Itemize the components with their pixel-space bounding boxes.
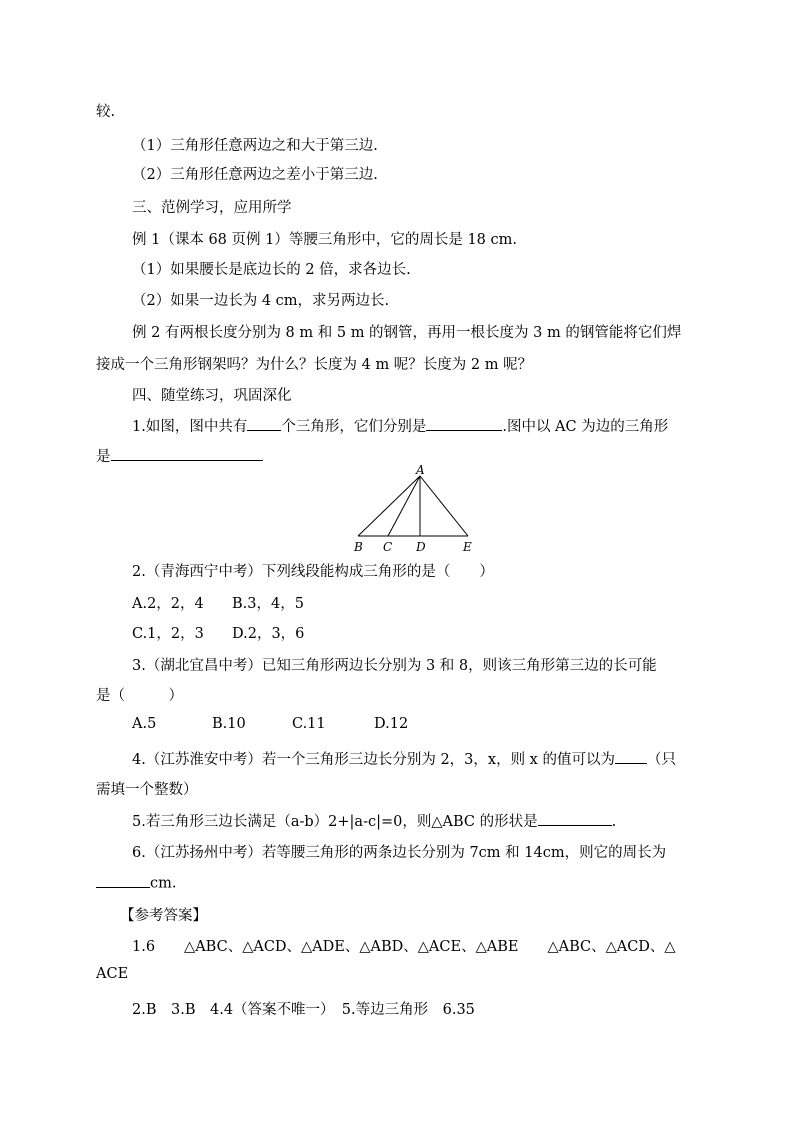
choices-row — [132, 592, 304, 613]
choice-d[interactable]: D.2，3，6 — [232, 626, 305, 642]
example-2: 例 2 有两根长度分别为 8 m 和 5 m 的钢管，再用一根长度为 3 m 的钢管能将它们焊 — [132, 325, 682, 341]
answer-blank[interactable] — [615, 749, 647, 765]
question-text: 4.（江苏淮安中考）若一个三角形三边长分别为 2，3，x，则 x 的值可以为 — [132, 752, 615, 768]
label-B: B — [354, 540, 363, 554]
answers-heading: 【参考答案】 — [120, 908, 207, 924]
answers-rest: 2.B 3.B 4.4（答案不唯一） 5.等边三角形 6.35 — [132, 1002, 475, 1018]
question-text: cm. — [150, 875, 177, 892]
label-E: E — [463, 540, 472, 554]
choices-row — [132, 716, 408, 732]
question-text: （只 — [646, 752, 676, 768]
choice-a[interactable]: A.5 — [132, 716, 157, 732]
question-text: . — [611, 814, 617, 830]
choice-b[interactable]: B.3，4，5 — [232, 596, 304, 612]
answer-1-cont: ACE — [96, 966, 129, 982]
question-text: 是 — [96, 449, 111, 465]
question-4-cont: 需填一个整数） — [96, 782, 198, 798]
answer-1: 1.6 △ABC、△ACD、△ADE、△ABD、△ACE、△ABE △ABC、△ACD、△ — [132, 939, 676, 955]
segment-AC — [388, 476, 420, 536]
question-text: 1.如图，图中共有 — [132, 419, 248, 435]
label-C: C — [383, 540, 393, 554]
question-5 — [132, 810, 616, 831]
text-line: （1）三角形任意两边之和大于第三边. — [132, 138, 378, 154]
answer-blank[interactable] — [111, 446, 263, 462]
question-1 — [132, 415, 668, 436]
text-line: （1）如果腰长是底边长的 2 倍，求各边长. — [132, 262, 411, 278]
text-line: （2）三角形任意两边之差小于第三边. — [132, 167, 378, 183]
choice-a[interactable]: A.2，2，4 — [132, 596, 204, 612]
question-text: 个三角形，它们分别是 — [281, 419, 427, 435]
question-2: 2.（青海西宁中考）下列线段能构成三角形的是（ ） — [132, 564, 494, 580]
question-text: 5.若三角形三边长满足（a-b）2+|a-c|=0，则△ABC 的形状是 — [132, 814, 538, 830]
choices-row — [132, 622, 304, 643]
answer-blank[interactable] — [247, 416, 281, 432]
section-heading: 三、范例学习，应用所学 — [132, 200, 292, 216]
label-A: A — [416, 464, 425, 477]
text-line: 较. — [96, 104, 116, 120]
answer-blank[interactable] — [96, 872, 150, 888]
label-D: D — [416, 540, 426, 554]
choice-b[interactable]: B.10 — [212, 716, 246, 732]
segment-AE — [420, 476, 468, 536]
question-text: .图中以 AC 为边的三角形 — [502, 419, 669, 435]
answer-blank[interactable] — [426, 416, 502, 432]
text-line: （2）如果一边长为 4 cm，求另两边长. — [132, 293, 390, 309]
section-heading: 四、随堂练习，巩固深化 — [132, 388, 292, 404]
choice-c[interactable]: C.1，2，3 — [132, 626, 204, 642]
question-6-cont — [96, 872, 176, 892]
triangle-figure — [350, 464, 480, 556]
example-1: 例 1（课本 68 页例 1）等腰三角形中，它的周长是 18 cm. — [132, 232, 517, 248]
question-6: 6.（江苏扬州中考）若等腰三角形的两条边长分别为 7cm 和 14cm，则它的周长为 — [132, 845, 667, 861]
question-4 — [132, 748, 676, 769]
question-3: 3.（湖北宜昌中考）已知三角形两边长分别为 3 和 8，则该三角形第三边的长可能 — [132, 658, 657, 674]
segment-AB — [358, 476, 420, 536]
question-3-cont: 是（ ） — [96, 688, 183, 704]
choice-d[interactable]: D.12 — [374, 716, 409, 732]
answer-blank[interactable] — [538, 811, 612, 827]
question-1-cont — [96, 445, 263, 466]
choice-c[interactable]: C.11 — [292, 716, 326, 732]
text-line: 接成一个三角形钢架吗？为什么？长度为 4 m 呢？长度为 2 m 呢？ — [96, 357, 533, 373]
